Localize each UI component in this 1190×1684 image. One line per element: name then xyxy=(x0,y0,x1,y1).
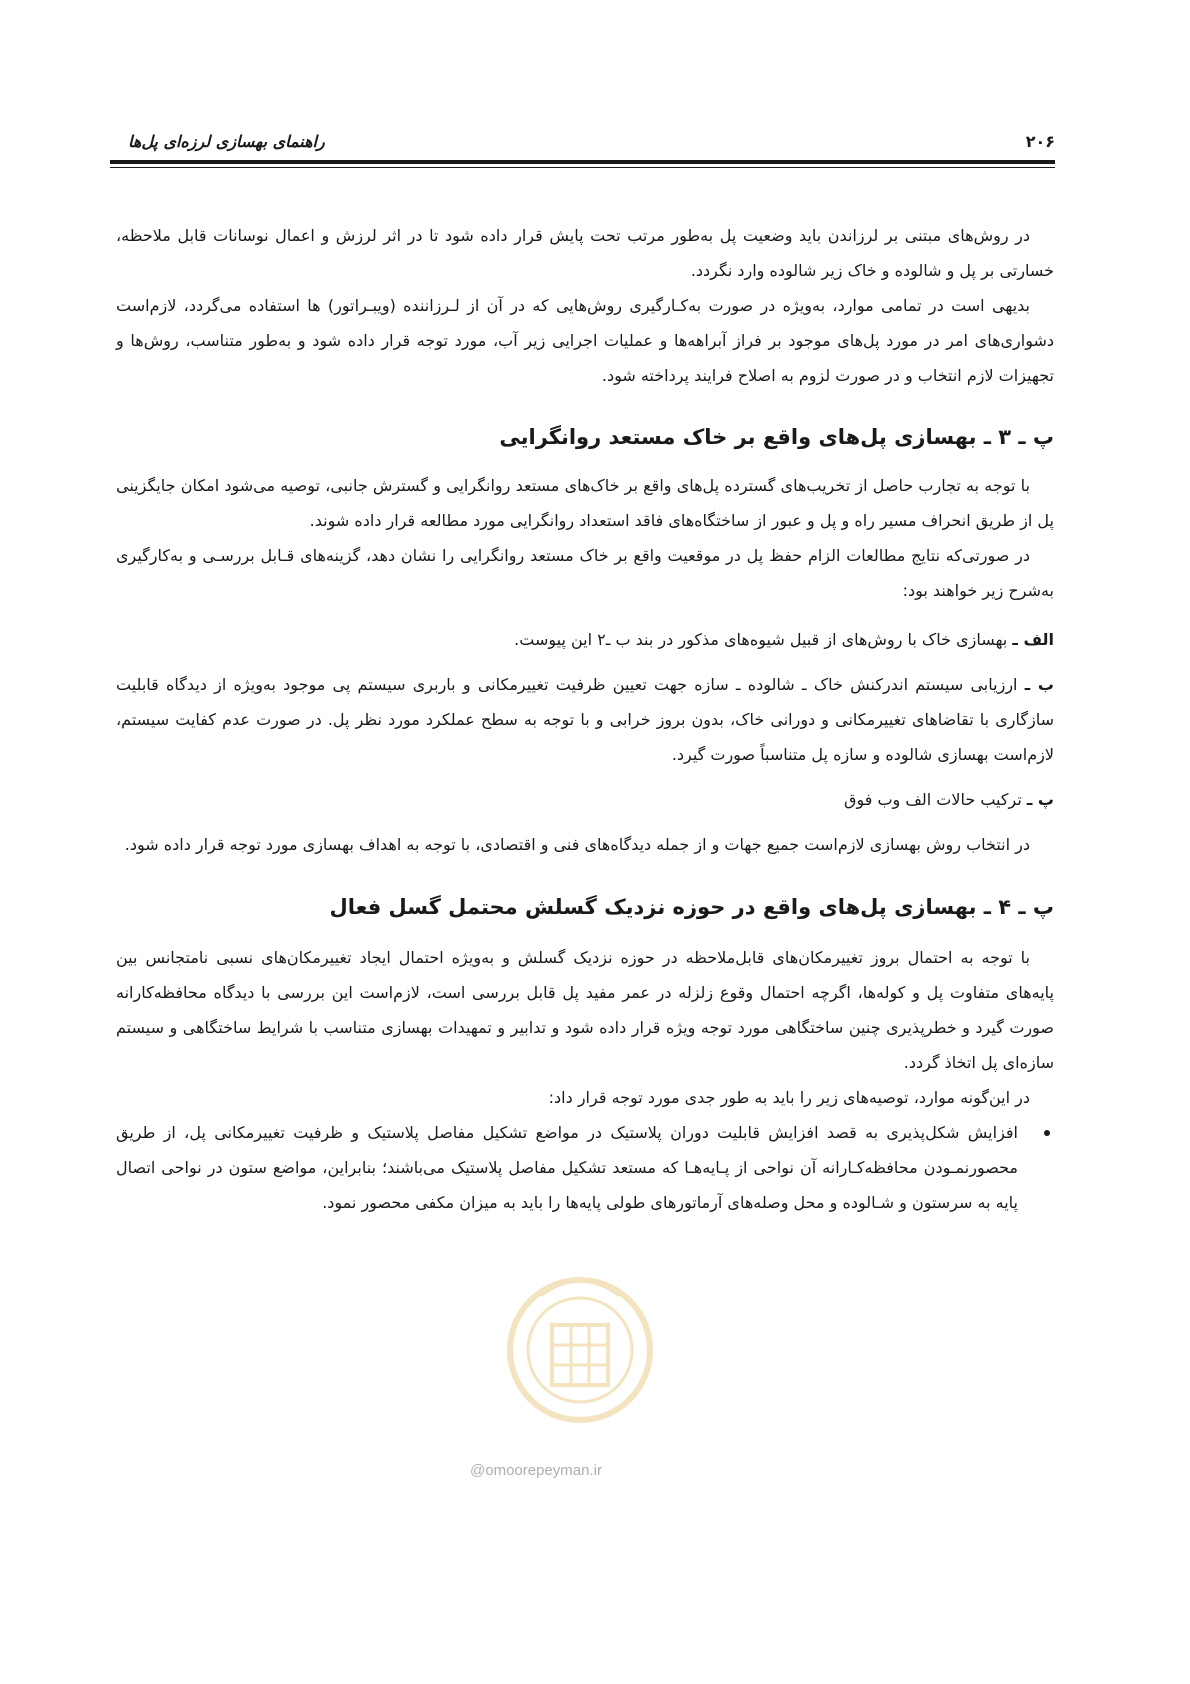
list-item xyxy=(116,782,1054,817)
main-content xyxy=(116,218,1054,1220)
watermark-text: @omoorepeyman.ir xyxy=(470,1462,602,1479)
list-item-text: بهسازی خاک با روش‌های از قبیل شیوه‌های مذکور در بند ب ـ۲ این پیوست. xyxy=(514,630,1013,649)
paragraph: با توجه به احتمال بروز تغییرمکان‌های قابل‌ملاحظه در حوزه نزدیک گسلش و به‌ویژه احتمال ایجاد تغییرمکان‌های نسبی نامتجانس بین پایه‌های متفاوت پل و کوله‌ها، اگرچه احتمال وقوع زلزله در عمر مفید پل قابل بررسی است، لازم‌است این بررسی با دیدگاه محافظه‌کارانه صورت گیرد و خطرپذیری چنین ساختگاهی مورد توجه ویژه قرار داده شود و تدابیر و تمهیدات بهسازی متناسب با شرایط ساختگاهی و سیستم سازه‌ای پل اتخاذ گردد. xyxy=(116,948,1054,1072)
list-item-label: پ ـ xyxy=(1026,790,1054,809)
list-item xyxy=(116,667,1054,772)
paragraph: در انتخاب روش بهسازی لازم‌است جمیع جهات و از جمله دیدگاه‌های فنی و اقتصادی، با توجه به اهداف بهسازی مورد توجه قرار داده شود. xyxy=(124,835,1030,854)
page-number: ۲۰۶ xyxy=(1025,132,1055,151)
section-heading: پ ـ ۳ ـ بهسازی پل‌های واقع بر خاک مستعد روانگرایی xyxy=(499,425,1054,449)
paragraph: در این‌گونه موارد، توصیه‌های زیر را باید به طور جدی مورد توجه قرار داد: xyxy=(548,1088,1030,1107)
header-rule-thin xyxy=(110,167,1055,168)
paragraph: در صورتی‌که نتایج مطالعات الزام حفظ پل در موقعیت واقع بر خاک مستعد روانگرایی را نشان دهد، گزینه‌های قـابل بررسـی و به‌کارگیری به‌شرح زیر خواهند بود: xyxy=(116,546,1054,600)
list-item-label: الف ـ xyxy=(1012,630,1054,649)
section-heading: پ ـ ۴ ـ بهسازی پل‌های واقع در حوزه نزدیک گسلش محتمل گسل فعال xyxy=(329,895,1054,919)
bullet-item xyxy=(116,1115,1054,1220)
list-item-text: ترکیب حالات الف وب فوق xyxy=(844,790,1027,809)
paragraph: بدیهی است در تمامی موارد، به‌ویژه در صورت به‌کـارگیری روش‌هایی که در آن از لـرزاننده (ویبـراتور) ها استفاده می‌گردد، لازم‌است دشواری‌های امر در مورد پل‌های موجود بر فراز آبراهه‌ها و عملیات اجرایی زیر آب، مورد توجه قرار داده شود و به‌طور متناسب، روش‌ها و تجهیزات لازم انتخاب و در صورت لزوم به اصلاح فرایند پرداخته شود. xyxy=(116,296,1054,385)
running-header xyxy=(110,128,1055,158)
bullet-text: افزایش شکل‌پذیری به قصد افزایش قابلیت دوران پلاستیک در مواضع تشکیل مفاصل پلاستیک و ظرفیت تغییرمکانی پل، از طریق محصورنمـودن محافظه‌کـارانه آن نواحی از پـایه‌هـا که مستعد تشکیل مفاصل پلاستیک می‌باشند؛ بنابراین، مواضع ستون در نواحی اتصال پایه به سرستون و شـالوده و محل وصله‌های آرماتورهای طولی پایه‌ها را باید به میزان مکفی محصور نمود. xyxy=(116,1123,1018,1212)
paragraph: در روش‌های مبتنی بر لرزاندن باید وضعیت پل به‌طور مرتب تحت پایش قرار داده شود تا در اثر لرزش و اعمال نوسانات قابل ملاحظه، خسارتی بر پل و شالوده و خاک زیر شالوده وارد نگردد. xyxy=(116,226,1054,280)
header-rule-thick xyxy=(110,160,1055,164)
paragraph: با توجه به تجارب حاصل از تخریب‌های گسترده پل‌های واقع بر خاک‌های مستعد روانگرایی و گسترش جانبی، توصیه می‌شود امکان جایگزینی پل از طریق انحراف مسیر راه و پل و عبور از ساختگاه‌های فاقد استعداد روانگرایی مورد مطالعه قرار داده شوند. xyxy=(116,476,1054,530)
list-item xyxy=(116,622,1054,657)
list-item-text: ارزیابی سیستم اندرکنش خاک ـ شالوده ـ سازه جهت تعیین ظرفیت تغییرمکانی و باربری سیستم پی موجود به‌ویژه از دیدگاه قابلیت سازگاری با تقاضاهای تغییرمکانی و دورانی خاک، بدون بروز خرابی و با توجه به سطح عملکرد مورد نظر پل. در صورت عدم کفایت سیستم، لازم‌است بهسازی شالوده و سازه پل متناسباً صورت گیرد. xyxy=(116,675,1054,764)
running-title: راهنمای بهسازی لرزه‌ای پل‌ها xyxy=(128,132,325,151)
bullet-dot-icon xyxy=(1044,1130,1050,1136)
list-item-label: ب ـ xyxy=(1024,675,1054,694)
watermark-seal-icon xyxy=(480,1255,680,1465)
